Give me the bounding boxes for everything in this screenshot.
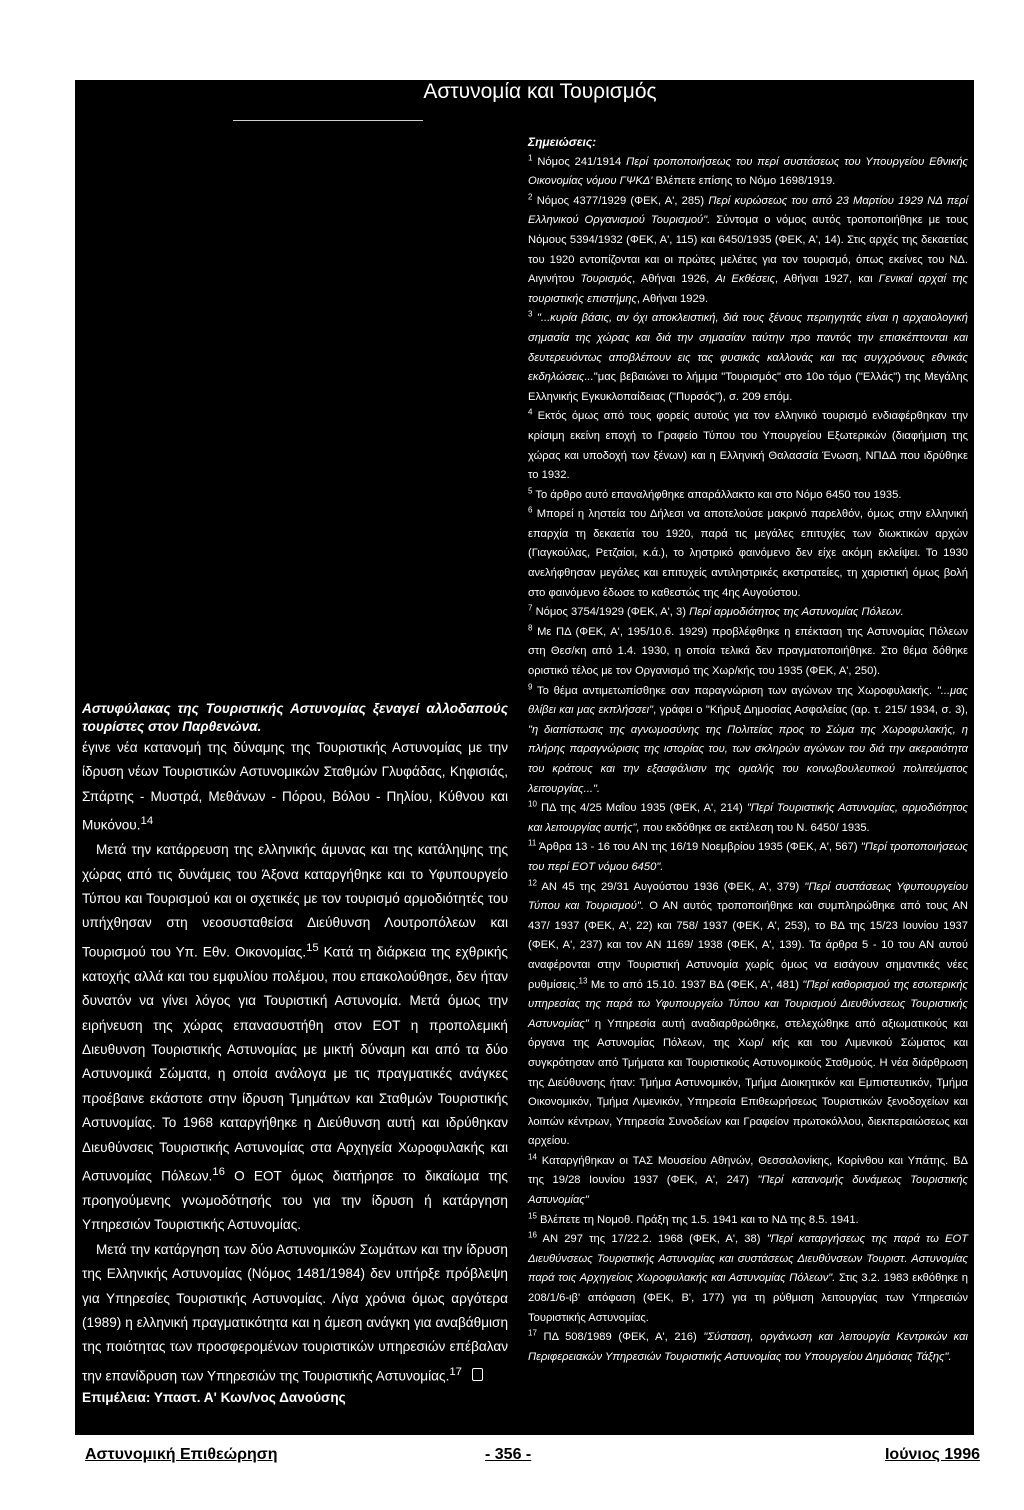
divider-line (233, 120, 423, 121)
note-text: Νόμος 4377/1929 (ΦΕΚ, Α', 285) (536, 194, 709, 207)
note-12 (528, 878, 968, 1152)
footnote-ref: 15 (306, 941, 319, 954)
note-text: Καταργήθηκαν οι ΤΑΣ Μουσείου Αθηνών, Θεσσαλονίκης, Κορίνθου και Υπάτης. ΒΔ της 19/28 Ιουνίου 1937 (ΦΕΚ, Α', 247) (528, 1154, 968, 1187)
note-number: 15 (528, 1210, 537, 1220)
main-article-column (82, 700, 508, 1389)
article-paragraph-2 (82, 838, 508, 1238)
note-text: Στις 3.2. 1983 εκθόθηκε η 208/1/6-ιβ' απόφαση (ΦΕΚ, Β', 177) για τη ρύθμιση λειτουργίας των Υπηρεσιών Τουριστικής Αστυνομίας. (528, 1272, 968, 1324)
article-text: Κατά τη διάρκεια της εχθρικής κατοχής αλλά και του εμφυλίου πολέμου, που επακολούθησε, δεν ήταν δυνατόν να γίνει λόγος για Τουριστική Αστυνομία. Μετά όμως την ειρήνευση της χώρας επανασυστήθη στον ΕΟΤ η προπολεμική Διευθυνση Τουριστικής Αστυνομίας με μικτή δύναμη και από τα δύο Αστυνομικά Σώματα, η οποία ανάλογα με τις πραγματικές ανάγκες προέβαινε εκάστοτε στην ίδρυση Τμημάτων και Σταθμών Τουριστικής Αστυνομίας. Το 1968 καταργήθηκε η Διεύθυνση αυτή και ιδρύθηκαν Διευθύνσεις Τουριστικής Αστυνομίας στα Αρχηγεία Χωροφυλακής και Αστυνομίας Πόλεων. (82, 944, 508, 1184)
note-emphasis: "Σύσταση, οργάνωση και λειτουργία Κεντρικών και Περιφερειακών Υπηρεσιών Τουριστικής Αστυνομίας του Υπουργείου Δημόσιας Τάξης". (528, 1331, 969, 1363)
note-emphasis: "Περί καταργήσεως της παρά τω ΕΟΤ Διευθύνσεως Τουριστικής Αστυνομίας και συστάσεως Διευθύνσεων Τουριστ. Αστυνομίας παρά τοις Αρχηγείοις Χωροφυλακής και Αστυνομίας Πόλεων". (528, 1233, 968, 1285)
note-number: 1 (528, 152, 533, 162)
note-number: 8 (528, 623, 533, 633)
footnote-ref: 14 (140, 815, 154, 828)
note-text: , Αθήναι 1926, (632, 273, 716, 286)
note-text: Βλέπετε τη Νομοθ. Πράξη της 1.5. 1941 και το ΝΔ της 8.5. 1941. (540, 1213, 859, 1226)
note-number: 17 (528, 1328, 537, 1338)
note-text: ΠΔ 508/1989 (ΦΕΚ, Α', 216) (543, 1331, 704, 1344)
note-number: 2 (528, 192, 533, 202)
note-text: ΑΝ 45 της 29/31 Αυγούστου 1936 (ΦΕΚ, Α', 379) (541, 880, 805, 893)
note-number: 10 (528, 799, 537, 809)
note-7 (528, 603, 968, 623)
note-emphasis: "Περί Τουριστικής Αστυνομίας, αρμοδιότητος και λειτουργίας αυτής", (528, 802, 968, 834)
note-text: ΑΝ 297 της 17/22.2. 1968 (ΦΕΚ, Α', 38) (542, 1233, 767, 1246)
note-number: 14 (528, 1152, 537, 1162)
notes-column (528, 133, 968, 1367)
note-text: , Αθήναι 1929. (636, 292, 709, 305)
note-number: 11 (528, 838, 537, 848)
article-paragraph-3 (82, 1238, 508, 1389)
note-number: 9 (528, 681, 533, 691)
note-emphasis: "...μας θλίβει και μας εκπλήσσει" (528, 684, 968, 717)
note-text: Μπορεί η ληστεία του Δήλεσι να αποτελούσε μακρινό παρελθόν, όμως στην ελληνική επαρχία τη δεκαετία του 1920, παρά τις μεγάλες επιτυχίες των διωκτικών αρχών (Γιαγκούλας, Ρετζαίοι, κ.ά.), το ληστρικό φαινόμενο δεν είχε ακόμη εκλείψει. Το 1930 ανελήφθησαν μεγάλες και επιτυχείς αντιληστρικές εκστρατείες, τη χαριστική όμως βολή στο φαινόμενο έδωσε το καθεστώς της 4ης Αυγούστου. (528, 508, 968, 599)
note-emphasis: "η διαπίστωσις της αγνωμοσύνης της Πολιτείας προς το Σώμα της Χωροφυλακής, η πλήρης παραγνώρισις της ιστορίας του, των σκληρών αγώνων του διά την ακεραιότητα του κράτους και την εξασφάλισιν της ομαλής του κοινωβουλευτικού πολιτεύματος λειτουργίας...". (528, 723, 968, 795)
note-11 (528, 838, 968, 877)
note-emphasis: "...κυρία βάσις, αν όχι αποκλειστική, διά τους ξένους περιηγητάς είναι η αρχαιολογική σημασία της χώρας και διά την σημασίαν ταύτην προ παντός την επισκέπτονται και δευτερευόντως αποβλέπουν εις τας φυσικάς καλλονάς και τας συγχρόνους εθνικάς εκδηλώσεις... (528, 312, 969, 384)
note-text: ΠΔ της 4/25 Μαΐου 1935 (ΦΕΚ, Α', 214) (540, 802, 747, 815)
note-text: Το άρθρο αυτό επαναλήφθηκε απαράλλακτο και στο Νόμο 6450 του 1935. (535, 488, 902, 501)
note-17 (528, 1328, 968, 1367)
note-emphasis: "Περί συστάσεως Υφυπουργείου Τύπου και Τουρισμού". (528, 880, 968, 913)
note-number: 5 (528, 485, 533, 495)
note-text: Άρθρα 13 - 16 του ΑΝ της 16/19 Νοεμβρίου 1935 (ΦΕΚ, Α', 567) (538, 841, 861, 854)
note-text: που εκδόθηκε σε εκτέλεση του Ν. 6450/ 1935. (639, 821, 870, 834)
note-number: 16 (528, 1230, 537, 1240)
note-number: 6 (528, 505, 533, 515)
note-text: Με ΠΔ (ΦΕΚ, Α', 195/10.6. 1929) προβλέφθηκε η επέκταση της Αστυνομίας Πόλεων στη Θεσ/κη από 1.4. 1930, η οποία τελικά δεν πραγματοποιήθηκε. Στο θέμα δόθηκε οριστικό τέλος με τον Οργανισμό της Χωρ/κής του 1935 (ΦΕΚ, Α', 250). (528, 625, 968, 678)
note-15 (528, 1211, 968, 1231)
note-emphasis: Περί αρμοδιότητος της Αστυνομίας Πόλεων. (689, 606, 904, 619)
article-text: Μετά την κατάργηση των δύο Αστυνομικών Σωμάτων και την ίδρυση της Ελληνικής Αστυνομίας (Νόμος 1481/1984) δεν υπήρξε πρόβλεψη για Υπηρεσίες Τουριστικής Αστυνομίας. Λίγα χρόνια όμως αργότερα (1989) η ελληνική πραγματικότητα και η άμεση ανάγκη για αναβάθμιση της ποιότητας των προσφερομένων τουριστικών υπηρεσιών επέβαλαν την επανίδρυση των Υπηρεσιών της Τουριστικής Αστυνομίας. (82, 1241, 508, 1384)
note-text: Σύντομα ο νόμος αυτός τροποποιήθηκε με τους Νόμους 5394/1932 (ΦΕΚ, Α', 115) και 6450/1935 (ΦΕΚ, Α', 14). Στις αρχές της δεκαετίας του 1920 εντοπίζονται και οι πρώτες μελέτες για τον τουρισμό, όπως εκείνες του ΝΔ. Αιγινήτου (528, 214, 968, 286)
note-10 (528, 799, 968, 838)
page-number: - 356 - (485, 1446, 532, 1463)
note-text: , Αθήναι 1927, και (775, 273, 879, 286)
end-mark-icon (472, 1368, 483, 1381)
note-number: 3 (528, 309, 533, 319)
note-5 (528, 486, 968, 506)
note-text: , γράφει ο "Κήρυξ Δημοσίας Ασφαλείας (αρ. τ. 215/ 1934, σ. 3), (653, 704, 969, 717)
note-number: 7 (528, 603, 533, 613)
note-text: Ο ΑΝ αυτός τροποποιήθηκε και συμπληρώθηκε από τους ΑΝ 437/ 1937 (ΦΕΚ, Α', 22) και 758/ 1937 (ΦΕΚ, Α', 253), το ΒΔ της 15/23 Ιουνίου 1937 (ΦΕΚ, Α', 237) και τον ΑΝ 1169/ 1938 (ΦΕΚ, Α', 139). Τα άρθρα 5 - 10 του ΑΝ αυτού αναφέρονται στην Τουριστική Αστυνομία χωρίς όμως να εισάγουν σημαντικές νέες ρυθμίσεις. (528, 900, 968, 991)
note-number: 12 (528, 877, 537, 887)
article-paragraph-1 (82, 736, 508, 838)
page-footer (85, 1445, 980, 1465)
note-text: Το θέμα αντιμετωπίσθηκε σαν παραγνώριση των αγώνων της Χωροφυλακής. (537, 684, 937, 697)
note-emphasis: "Περί καθορισμού της εσωτερικής υπηρεσίας της παρά τω Υφυπουργείω Τύπου και Τουρισμού Διευθύνσεως Τουριστικής Αστυνομίας" (528, 978, 968, 1030)
footnote-ref: 13 (578, 975, 588, 985)
footnote-ref: 16 (212, 1165, 225, 1178)
publication-name: Αστυνομική Επιθεώρηση (85, 1446, 278, 1463)
note-emphasis: Περί κυρώσεως του από 23 Μαρτίου 1929 ΝΔ περί Ελληνικού Οργανισμού Τουρισμού". (528, 194, 969, 227)
note-9 (528, 682, 968, 800)
footnote-ref: 17 (449, 1365, 462, 1378)
photo-caption: Αστυφύλακας της Τουριστικής Αστυνομίας ξεναγεί αλλοδαπούς τουρίστες στον Παρθενώνα. (82, 701, 508, 734)
note-4 (528, 407, 968, 485)
note-2 (528, 192, 968, 310)
note-number: 4 (528, 407, 533, 417)
article-text: έγινε νέα κατανομή της δύναμης της Τουριστικής Αστυνομίας με την ίδρυση νέων Τουριστικών Αστυνομικών Σταθμών Γλυφάδας, Κηφισιάς, Σπάρτης - Μυστρά, Μεθάνων - Πόρου, Βόλου - Πηλίου, Κύθνου και Μυκόνου. (82, 740, 508, 833)
editor-credit: Επιμέλεια: Υπαστ. Α' Κων/νος Δανούσης (82, 1390, 346, 1405)
page-title: Αστυνομία και Τουρισμός (423, 80, 657, 103)
note-3 (528, 309, 968, 407)
note-emphasis: Αι Εκθέσεις (715, 273, 776, 286)
note-8 (528, 623, 968, 682)
note-text: Εκτός όμως από τους φορείς αυτούς για τον ελληνικό τουρισμό ενδιαφέρθηκαν την κρίσιμη εκείνη εποχή το Γραφείο Τύπου του Υπουργείου Εξωτερικών (διαφήμιση της χώρας και υποδοχή των ξένων) και η Ελληνική Θαλασσία Ένωση, ΝΠΔΔ που ιδρύθηκε το 1932. (528, 410, 969, 482)
note-1 (528, 153, 968, 192)
note-emphasis: "Περί τροποποιήσεως του περί ΕΟΤ νόμου 6450". (528, 841, 968, 873)
note-emphasis: Περί τροποποιήσεως του περί συστάσεως του Υπουργείου Εθνικής Οικονομίας νόμου ΓΨΚΔ' (528, 155, 968, 188)
note-6 (528, 505, 968, 603)
note-emphasis: "Περί κατανομής δυνάμεως Τουριστικής Αστυνομίας" (528, 1174, 968, 1207)
note-16 (528, 1230, 968, 1328)
article-text: Ο ΕΟΤ όμως διατήρησε το δικαίωμα της προηγούμενης γνωμοδότησής του για την ίδρυση ή κατάργηση Υπηρεσιών Τουριστικής Αστυνομίας. (82, 1168, 508, 1233)
issue-date: Ιούνιος 1996 (884, 1446, 980, 1463)
note-emphasis: Τουρισμός (580, 273, 633, 286)
note-14 (528, 1152, 968, 1211)
note-emphasis: Γενικαί αρχαί της τουριστικής επιστήμης (528, 273, 968, 305)
article-text: Μετά την κατάρρευση της ελληνικής άμυνας και της κατάληψης της χώρας από τις δυνάμεις του Άξονα καταργήθηκε και το Υφυπουργείο Τύπου και Τουρισμού και οι σχετικές με τον τουρισμό αρμοδιότητές του υπήχθησαν στη νεοσυσταθείσα Διεύθυνση Λουτροπόλεων και Τουρισμού του Υπ. Εθν. Οικονομίας. (82, 842, 508, 960)
note-text: Με το από 15.10. 1937 ΒΔ (ΦΕΚ, Α', 481) (587, 978, 803, 991)
note-text: Νόμος 3754/1929 (ΦΕΚ, Α', 3) (535, 606, 690, 619)
note-text: "μας βεβαιώνει το λήμμα "Τουρισμός" στο 10ο τόμο ("Ελλάς") της Μεγάλης Ελληνικής Εγκυκλοπαίδειας ("Πυρσός"), σ. 209 επόμ. (528, 371, 968, 403)
notes-heading: Σημειώσεις: (528, 135, 597, 149)
note-text: Νόμος 241/1914 (537, 155, 627, 168)
note-text: Βλέπετε επίσης το Νόμο 1698/1919. (652, 175, 836, 188)
note-text: η Υπηρεσία αυτή αναδιαρθρώθηκε, στελεχώθηκε από αξιωματικούς και όργανα της Αστυνομίας Πόλεων, της Χωρ/ κής και του Λιμενικού Σώματος και συγκρότησαν από Τμήματα και Τουριστικούς Αστυνομικούς Σταθμούς. Η νέα διάρθρωση της Διεύθυνσης ήταν: Τμήμα Αστυνομικόν, Τμήμα Διοικητικόν και Εμπιστευτικόν, Τμήμα Οικονομικόν, Τμήμα Λιμενικόν, Υπηρεσία Επιθεωρήσεως Τουριστικών ξενοδοχείων και λοιπών κέντρων, Υπηρεσία Συνοδείων και Γραφείον πρωτοκόλλου, διεκπεραιώσεως και αρχείου. (528, 1017, 968, 1148)
